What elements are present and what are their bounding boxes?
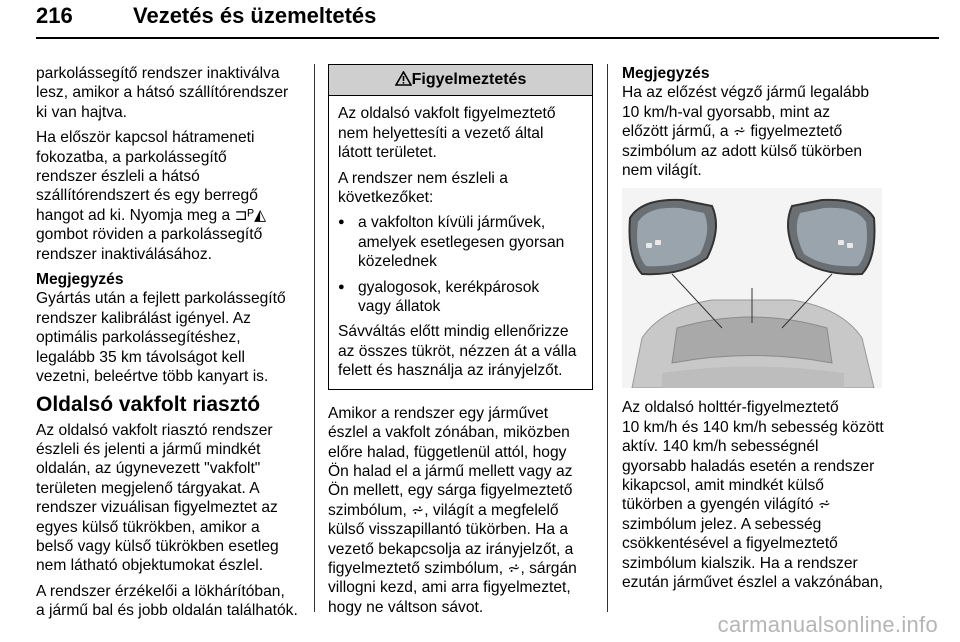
paragraph: Az oldalsó holttér-figyelmeztető 10 km/h és 140 km/h sebesség között aktív. 140 km/h sebességnél gyorsabb haladás esetén a rendszer kikapcsol, amit mindkét külső tükörben a gyengén világító ⩫ szimbólum jelez. A sebesség csökkentésével a figyelmeztető szimbólum kialszik. Ha a rendszer ezután járművet észlel a vakzónában, [622, 399, 884, 592]
warning-header [329, 65, 592, 96]
warning-text: A rendszer nem észleli a következőket: [338, 169, 508, 207]
note-text: Ha az előzést végző jármű legalább 10 km/h-val gyorsabb, mint az előzött jármű, a ⩫ figyelmeztető szimbólum az adott külső tükörben nem világít. [622, 84, 870, 180]
paragraph: A rendszer érzékelői a lökhárítóban, a jármű bal és jobb oldalán találhatók. [36, 582, 298, 620]
note-title: Megjegyzés [36, 271, 124, 289]
warning-list [338, 213, 583, 316]
column-3 [622, 64, 892, 599]
list-item: ● gyalogosok, kerékpárosok vagy állatok [338, 278, 583, 317]
page-header [20, 0, 935, 48]
section-heading: Oldalsó vakfolt riasztó [36, 392, 261, 416]
warning-title: Figyelmeztetés [411, 71, 527, 88]
header-rule [36, 37, 939, 39]
page-title: Vezetés és üzemeltetés [133, 3, 377, 28]
warning-body [329, 96, 592, 388]
warning-triangle-icon [395, 71, 412, 86]
page-number: 216 [36, 3, 73, 28]
note-title: Megjegyzés [622, 65, 710, 82]
paragraph: parkolássegítő rendszer inaktiválva lesz, amikor a hátsó szállítórendszer ki van hajtva. [36, 65, 289, 121]
note-text: Gyártás után a fejlett parkolássegítő rendszer kalibrálást igényel. Az optimális parkolássegítéshez, legalább 35 km távolságot kell vezetni, beleértve több kanyart is. [36, 290, 286, 386]
column-1 [36, 64, 306, 627]
paragraph: Ha először kapcsol hátrameneti fokozatba, a parkolássegítő rendszer észleli a hátsó szállítórendszert és egy berregő hangot ad ki. Nyomja meg a ⊐ᴾ◭ gombot röviden a parkolássegítő rendszer inaktiválásához. [36, 129, 267, 263]
column-divider [607, 64, 608, 612]
warning-box [328, 64, 593, 390]
warning-text: Sávváltás előtt mindig ellenőrizze az összes tükröt, nézzen át a válla felett és használja az irányjelzőt. [338, 323, 577, 380]
list-item: ● a vakfolton kívüli járművek, amelyek esetlegesen gyorsan közelednek [338, 213, 583, 271]
column-2 [328, 64, 593, 623]
watermark: carmanualsonline.info [717, 612, 938, 637]
paragraph: Az oldalsó vakfolt riasztó rendszer észleli és jelenti a jármű mindkét oldalán, az úgynevezett "vakfolt" területen megjelenő tárgyakat. A rendszer vizuálisan figyelmeztet az egyes külső tükrökben, amikor a belső vagy külső tükrökben esetleg nem látható objektumokat észlel. [36, 421, 279, 575]
warning-text: Az oldalsó vakfolt figyelmeztető nem helyettesíti a vezető által látott területet. [338, 105, 556, 162]
side-mirror-illustration [622, 188, 882, 388]
paragraph: Amikor a rendszer egy járművet észlel a vakfolt zónában, miközben előre halad, függetlenül attól, hogy Ön halad el a jármű mellett vagy az Ön mellett, egy sárga figyelmeztető szimbólum, ⩫, világít a megfelelő külső visszapillantó tükörben. Ha a vezető bekapcsolja az irányjelzőt, a figyelmeztető szimbólum, ⩫, sárgán villogni kezd, ami arra figyelmeztet, hogy ne váltson sávot. [328, 404, 577, 616]
column-divider [314, 64, 315, 612]
